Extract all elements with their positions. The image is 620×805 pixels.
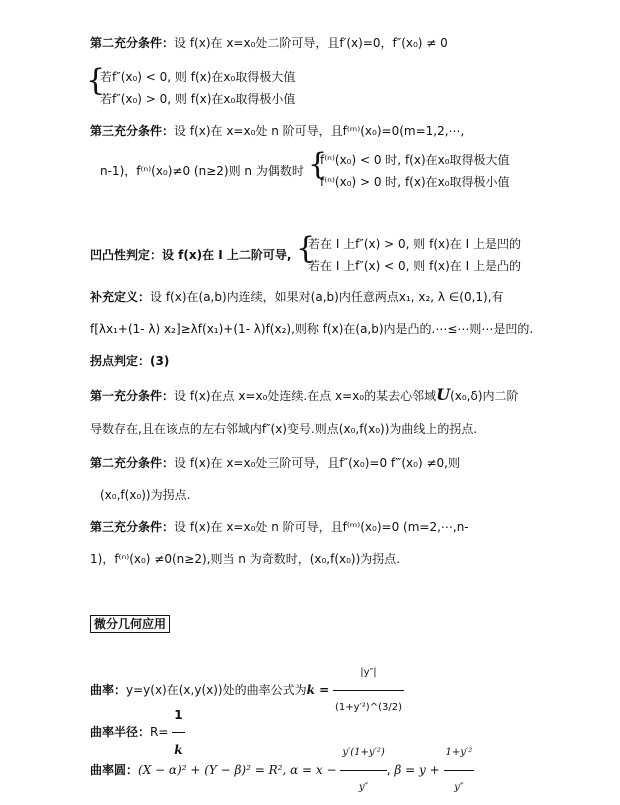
i3-line2: 1)，f⁽ⁿ⁾(x₀) ≠0(n≥2),则当 n 为奇数时，(x₀,f(x₀))为拐点.	[90, 552, 401, 566]
radius-lhs: R=	[150, 725, 169, 739]
i1-text: 设 f(x)在点 x=x₀处连续.在点 x=x₀的某去心邻域	[174, 389, 437, 403]
s2-text: 设 f(x)在 x=x₀处二阶可导，且f′(x)=0，f″(x₀) ≠ 0	[174, 36, 448, 50]
supp-line	[90, 288, 504, 306]
i1-title: 第一充分条件：	[90, 389, 175, 403]
s3-title: 第三充分条件：	[90, 124, 175, 138]
i1-nbhd: U	[436, 385, 451, 404]
conv-case2: 若在 I 上f″(x) < 0, 则 f(x)在 I 上是凸的	[308, 259, 521, 273]
curv-den: (1+y′²)^(3/2)	[334, 702, 402, 713]
supp-title: 补充定义：	[90, 290, 151, 304]
s3-line2: n-1)，f⁽ⁿ⁾(x₀)≠0 (n≥2)则 n 为偶数时	[100, 164, 304, 178]
i3-line	[90, 518, 469, 536]
alpha-fraction	[340, 736, 386, 805]
curv-fraction	[333, 656, 404, 725]
conv-title: 凹凸性判定：设 f(x)在 I 上二阶可导,	[90, 248, 292, 262]
conv-case1: 若在 I 上f″(x) > 0, 则 f(x)在 I 上是凹的	[308, 237, 521, 251]
alpha-num: y′(1+y′²)	[340, 736, 386, 771]
radius-num: 1	[172, 698, 184, 733]
s2-title: 第二充分条件：	[90, 36, 175, 50]
circle-line: 曲率圆：(X − α)² + (Y − β)² = R², α = x − $\frac{\text{y′(1+y′²)}}{y''}$ , β = y + $\frac{\text{1+y′²}}{y''}$	[90, 736, 474, 805]
s3-case1: f⁽ⁿ⁾(x₀) < 0 时, f(x)在x₀取得极大值	[320, 153, 510, 167]
circle-alpha: α = x −	[290, 763, 337, 777]
i1-nbhd-sub: (x₀,δ)内二阶	[450, 389, 519, 403]
i1-line	[90, 386, 519, 405]
supp-text: 设 f(x)在(a,b)内连续，如果对(a,b)内任意两点x₁, x₂, λ ∈(0,1),有	[150, 290, 504, 304]
i2-line2: (x₀,f(x₀))为拐点.	[100, 488, 191, 502]
s3-text: 设 f(x)在 x=x₀处 n 阶可导，且f⁽ᵐ⁾(x₀)=0(m=1,2,⋯,	[174, 124, 465, 138]
radius-den: k	[174, 743, 183, 757]
curv-title: 曲率：	[90, 683, 127, 697]
geo-title-box: 微分几何应用	[90, 615, 170, 633]
circle-title: 曲率圆：	[90, 763, 139, 777]
s3-case2: f⁽ⁿ⁾(x₀) > 0 时, f(x)在x₀取得极小值	[320, 175, 510, 189]
infl-title: 拐点判定：(3)	[90, 354, 170, 368]
i1-line2: 导数存在,且在该点的左右邻域内f″(x)变号.则点(x₀,f(x₀))为曲线上的拐点.	[90, 422, 478, 436]
i3-text: 设 f(x)在 x=x₀处 n 阶可导，且f⁽ᵐ⁾(x₀)=0 (m=2,⋯,n-	[174, 520, 469, 534]
s3-brace: {	[308, 147, 328, 182]
conv-brace: {	[296, 231, 316, 266]
s2-line	[90, 34, 448, 52]
s2-case2: 若f″(x₀) > 0, 则 f(x)在x₀取得极小值	[100, 92, 296, 106]
i2-title: 第二充分条件：	[90, 456, 175, 470]
curv-lhs: k =	[306, 683, 330, 697]
curv-text: y=y(x)在(x,y(x))处的曲率公式为	[126, 683, 307, 697]
circle-eq: (X − α)² + (Y − β)² = R²,	[138, 763, 287, 777]
circle-beta: β = y +	[394, 763, 440, 777]
i2-line	[90, 454, 460, 472]
beta-fraction	[444, 736, 475, 805]
alpha-den: y″	[358, 782, 369, 793]
supp-line2: f[λx₁+(1- λ) x₂]≥λf(x₁)+(1- λ)f(x₂),则称 f(x)在(a,b)内是凸的.⋯≤⋯则⋯是凹的.	[90, 322, 534, 336]
i2-text: 设 f(x)在 x=x₀处三阶可导，且f″(x₀)=0 f‴(x₀) ≠0,则	[174, 456, 460, 470]
radius-title: 曲率半径：	[90, 725, 151, 739]
beta-num: 1+y′²	[444, 736, 475, 771]
s2-brace: {	[86, 63, 106, 98]
beta-den: y″	[454, 782, 464, 793]
s3-line	[90, 122, 464, 140]
geo-title	[90, 615, 170, 633]
curv-num: |y″|	[333, 656, 404, 691]
i3-title: 第三充分条件：	[90, 520, 175, 534]
s2-case1: 若f″(x₀) < 0, 则 f(x)在x₀取得极大值	[100, 70, 296, 84]
